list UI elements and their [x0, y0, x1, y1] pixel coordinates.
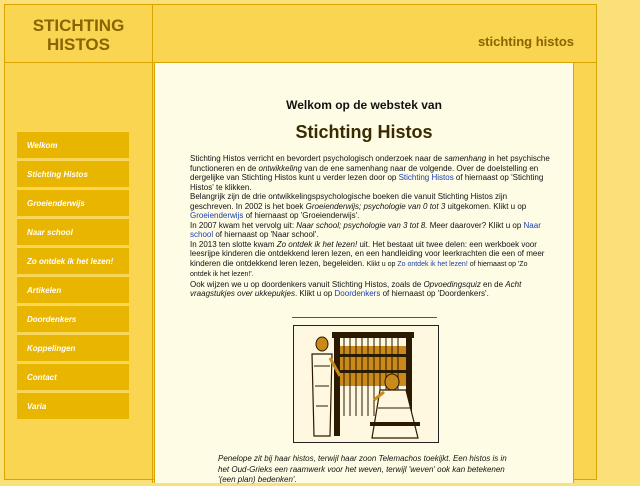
text-emphasis: Opvoedingsquiz [423, 279, 481, 289]
text-small: Klikt u op [366, 260, 398, 268]
text: Belangrijk zijn de drie ontwikkelingspsychologische boeken die vanuit Stichting Histos zijn geschreven. In 2002 is het boek [190, 192, 508, 211]
nav-item-welkom[interactable]: Welkom [17, 131, 129, 158]
nav-item-zo-ontdek-ik-het-lezen[interactable]: Zo ontdek ik het lezen! [17, 247, 129, 274]
nav-item-contact[interactable]: Contact [17, 363, 129, 390]
nav-item-koppelingen[interactable]: Koppelingen [17, 334, 129, 361]
text-emphasis: Groeienderwijs; psychologie van 0 tot 3 [305, 201, 446, 211]
welcome-heading: Welkom op de webstek van [286, 98, 442, 112]
text: . Klikt u op [294, 289, 335, 298]
text-emphasis: samenhang [444, 154, 487, 163]
text: In 2007 kwam het vervolg uit: [190, 220, 297, 230]
site-tagline: stichting histos [477, 34, 574, 49]
sidebar-column [5, 63, 153, 483]
text-emphasis: Zo ontdek ik het lezen! [276, 239, 358, 249]
intro-text [190, 154, 550, 299]
text: van de ene samenhang naar de volgende. Over de doelstelling en dergelijke van Stichting Histos kunt u verder lezen door op [190, 163, 539, 182]
text: in het psychische functioneren en de [190, 154, 550, 173]
text: of hiernaast op 'Naar school'. [213, 230, 319, 239]
text: uitgekomen. Klikt u op [445, 201, 527, 211]
logo-line-1: STICHTING [32, 16, 125, 35]
page-frame [4, 4, 597, 484]
link-naar-school[interactable]: Naar school [190, 220, 541, 239]
logo-line-2: HISTOS [47, 35, 110, 54]
header-bar [153, 5, 596, 63]
link-doordenkers[interactable]: Doordenkers [334, 289, 381, 298]
site-logo[interactable] [5, 5, 153, 63]
text: en de [480, 279, 506, 289]
link-groeienderwijs[interactable]: Groeienderwijs [190, 211, 244, 220]
nav-item-varia[interactable]: Varia [17, 392, 129, 419]
text: of hiernaast op 'Groeienderwijs'. [243, 211, 360, 220]
nav-item-stichting-histos[interactable]: Stichting Histos [17, 160, 129, 187]
divider [292, 317, 437, 318]
text-emphasis: Naar school; psychologie van 3 tot 8. [296, 220, 428, 230]
penelope-loom-illustration [293, 325, 439, 443]
text: In 2013 ten slotte kwam [190, 239, 277, 249]
text-small: of hiernaast op 'Zo ontdek ik het lezen!'. [190, 260, 528, 278]
text: of hiernaast op 'Stichting Histos' te klikken. [190, 173, 544, 192]
sidebar-nav [17, 131, 129, 421]
nav-item-doordenkers[interactable]: Doordenkers [17, 305, 129, 332]
text: Stichting Histos verricht en bevordert psychologisch onderzoek naar de [190, 154, 445, 163]
illustration-caption: Penelope zit bij haar histos, terwijl haar zoon Telemachos toekijkt. Een histos is in het Oud-Grieks een raamwerk voor het weven, terwijl 'weven' ook kan betekenen '(een plan) bedenken'. [218, 454, 507, 484]
text: Ook wijzen we u op doordenkers vanuit Stichting Histos, zoals de [190, 279, 424, 289]
text: Meer daarover? Klikt u op [427, 220, 524, 230]
nav-item-artikelen[interactable]: Artikelen [17, 276, 129, 303]
page-title: Stichting Histos [295, 122, 433, 142]
nav-item-groeienderwijs[interactable]: Groeienderwijs [17, 189, 129, 216]
link-stichting-histos[interactable]: Stichting Histos [398, 173, 454, 182]
text-emphasis: ontwikkeling [258, 163, 303, 173]
text-emphasis: Acht vraagstukjes over ukkepukjes [190, 279, 522, 298]
text: uit. Het bestaat uit twee delen: een werkboek voor leesrijpe kinderen die ontdekkend leren lezen, en een handleiding voor leerkrachten die een of meer kinderen die ontdekkend leren lezen, begeleiden. [190, 239, 545, 268]
text: of hiernaast op 'Doordenkers'. [380, 289, 489, 298]
main-content [154, 63, 574, 483]
nav-item-naar-school[interactable]: Naar school [17, 218, 129, 245]
illustration-drawing [294, 326, 438, 442]
link-zo-ontdek-ik-het-lezen[interactable]: Zo ontdek ik het lezen! [397, 260, 468, 268]
